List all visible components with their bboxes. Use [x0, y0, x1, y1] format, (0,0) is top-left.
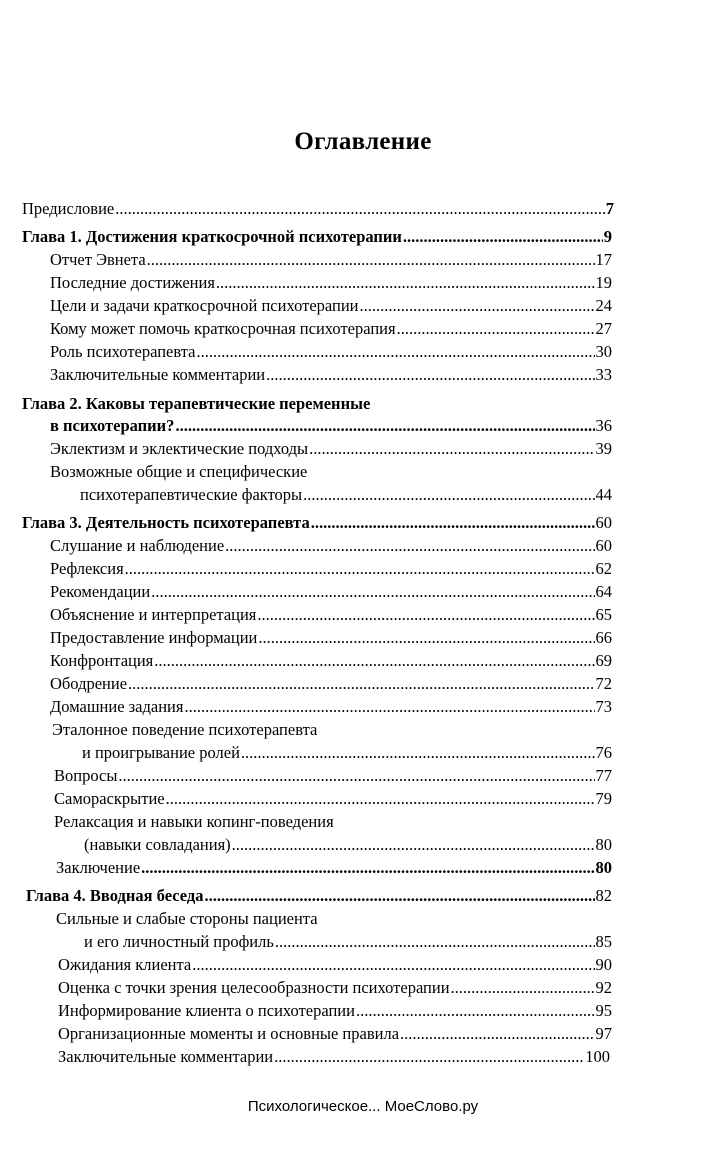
toc-entry-label: Домашние задания: [50, 697, 184, 716]
toc-entry-label: Объяснение и интерпретация: [50, 605, 257, 624]
toc-entry[interactable]: [50, 364, 612, 386]
toc-entry-label: Ободрение: [50, 674, 128, 693]
leader-dots: [257, 604, 594, 626]
toc-entry-label: Эклектизм и эклектические подходы: [50, 439, 309, 458]
toc-entry-page: 9: [603, 227, 612, 246]
toc-entry-page: 100: [585, 1047, 610, 1066]
toc-entry-label: Предоставление информации: [50, 628, 258, 647]
toc-entry[interactable]: [50, 249, 612, 271]
toc-entry[interactable]: [54, 765, 612, 787]
toc-entry[interactable]: [82, 742, 612, 764]
toc-entry[interactable]: [84, 931, 612, 953]
leader-dots: [360, 295, 595, 317]
leader-dots: [125, 558, 595, 580]
toc-entry-page: 7: [605, 199, 614, 218]
toc-entry[interactable]: [56, 857, 612, 879]
toc-entry-page: 64: [595, 582, 612, 601]
toc-entry-label: Самораскрытие: [54, 789, 165, 808]
toc-entry-page: 79: [595, 789, 612, 808]
toc-entry[interactable]: [54, 811, 612, 833]
toc-entry-label: Заключение: [56, 858, 141, 877]
leader-dots: [232, 834, 595, 856]
toc-entry-chapter-2-cont[interactable]: [50, 415, 612, 437]
toc-entry-page: 30: [595, 342, 612, 361]
toc-entry-label: Организационные моменты и основные правила: [58, 1024, 400, 1043]
toc-entry-label: Ожидания клиента: [58, 955, 192, 974]
leader-dots: [196, 341, 594, 363]
leader-dots: [403, 226, 603, 248]
toc-entry-preface[interactable]: [22, 198, 614, 220]
toc-entry[interactable]: [54, 788, 612, 810]
toc-entry-label: Конфронтация: [50, 651, 154, 670]
toc-entry-page: 44: [595, 485, 612, 504]
toc-entry-page: 80: [595, 858, 612, 877]
leader-dots: [275, 931, 595, 953]
toc-entry-page: 77: [595, 766, 612, 785]
toc-entry-label: Заключительные комментарии: [58, 1047, 274, 1066]
toc-entry-page: 73: [595, 697, 612, 716]
leader-dots: [241, 742, 595, 764]
toc-entry-label: Возможные общие и специфические: [50, 462, 308, 481]
toc-entry[interactable]: [50, 650, 612, 672]
toc-entry[interactable]: [50, 438, 612, 460]
toc-entry-page: 33: [595, 365, 612, 384]
leader-dots: [451, 977, 595, 999]
toc-entry[interactable]: [50, 673, 612, 695]
toc-entry[interactable]: [50, 295, 612, 317]
toc-entry-page: 17: [595, 250, 612, 269]
page-title: Оглавление: [294, 128, 432, 155]
leader-dots: [147, 249, 595, 271]
toc-entry[interactable]: [50, 318, 612, 340]
toc-entry-page: 60: [595, 536, 612, 555]
toc-entry-label: Слушание и наблюдение: [50, 536, 225, 555]
toc-entry-page: 65: [595, 605, 612, 624]
toc-entry[interactable]: [58, 954, 612, 976]
toc-entry[interactable]: [50, 461, 612, 483]
toc-entry-page: 85: [595, 932, 612, 951]
toc-entry[interactable]: [56, 908, 612, 930]
leader-dots: [225, 535, 594, 557]
toc-entry-page: 19: [595, 273, 612, 292]
leader-dots: [151, 581, 594, 603]
toc-entry[interactable]: [50, 272, 612, 294]
leader-dots: [128, 673, 594, 695]
toc-entry-page: 97: [595, 1024, 612, 1043]
leader-dots: [303, 484, 594, 506]
toc-entry-page: 76: [595, 743, 612, 762]
toc-entry-page: 92: [595, 978, 612, 997]
toc-entry-label: Глава 1. Достижения краткосрочной психотерапии: [22, 227, 402, 246]
page-footer: Психологическое... МоеСлово.ру: [247, 1098, 479, 1115]
leader-dots: [400, 1023, 594, 1045]
leader-dots: [258, 627, 594, 649]
toc-entry-page: 69: [595, 651, 612, 670]
toc-entry-label: Эталонное поведение психотерапевта: [52, 720, 318, 739]
leader-dots: [184, 696, 594, 718]
toc-entry[interactable]: [80, 484, 612, 506]
leader-dots: [356, 1000, 595, 1022]
toc-entry[interactable]: [58, 1000, 612, 1022]
toc-entry-page: 27: [595, 319, 612, 338]
toc-entry-label: (навыки совладания): [84, 835, 231, 854]
toc-entry[interactable]: [52, 719, 612, 741]
toc-entry-label: и его личностный профиль: [84, 932, 274, 951]
toc-entry-chapter-1[interactable]: [22, 226, 612, 248]
toc-entry[interactable]: [50, 558, 612, 580]
toc-entry-page: 39: [595, 439, 612, 458]
leader-dots: [154, 650, 594, 672]
toc-entry-label: Релаксация и навыки копинг-поведения: [54, 812, 334, 831]
toc-entry-page: 95: [595, 1001, 612, 1020]
toc-entry-chapter-2[interactable]: [22, 393, 612, 415]
toc-entry-page: 82: [595, 886, 612, 905]
toc-entry[interactable]: [58, 1046, 610, 1068]
leader-dots: [204, 885, 594, 907]
toc-entry-label: Вопросы: [54, 766, 118, 785]
leader-dots: [115, 198, 605, 220]
toc-entry[interactable]: [50, 581, 612, 603]
toc-entry-label: Сильные и слабые стороны пациента: [56, 909, 318, 928]
toc-entry-label: Заключительные комментарии: [50, 365, 266, 384]
leader-dots: [192, 954, 594, 976]
toc-entry-label: Кому может помочь краткосрочная психотерапия: [50, 319, 396, 338]
toc-entry-chapter-4[interactable]: [26, 885, 612, 907]
leader-dots: [175, 415, 594, 437]
toc-entry-label: Рефлексия: [50, 559, 124, 578]
toc-entry-label: и проигрывание ролей: [82, 743, 240, 762]
toc-entry-label: Рекомендации: [50, 582, 151, 601]
toc-entry[interactable]: [50, 604, 612, 626]
toc-entry-page: 62: [595, 559, 612, 578]
toc-entry-label: Информирование клиента о психотерапии: [58, 1001, 355, 1020]
toc-entry-label: Роль психотерапевта: [50, 342, 196, 361]
toc-entry-page: 72: [595, 674, 612, 693]
leader-dots: [141, 857, 594, 879]
toc-entry-chapter-3[interactable]: [22, 512, 612, 534]
toc-entry-label: в психотерапии?: [50, 416, 175, 435]
toc-entry-page: 60: [595, 513, 612, 532]
toc-entry-label: психотерапевтические факторы: [80, 485, 303, 504]
leader-dots: [309, 438, 594, 460]
toc-entry[interactable]: [50, 627, 612, 649]
toc-entry-label: Предисловие: [22, 199, 115, 218]
toc-entry-label: Глава 2. Каковы терапевтические переменные: [22, 394, 371, 413]
toc-entry[interactable]: [58, 1023, 612, 1045]
leader-dots: [266, 364, 594, 386]
toc-entry-label: Глава 4. Вводная беседа: [26, 886, 204, 905]
leader-dots: [274, 1046, 584, 1068]
leader-dots: [118, 765, 594, 787]
toc-entry-label: Отчет Эвнета: [50, 250, 146, 269]
toc-entry-label: Последние достижения: [50, 273, 215, 292]
toc-entry[interactable]: [84, 834, 612, 856]
toc-entry-page: 80: [595, 835, 612, 854]
leader-dots: [216, 272, 595, 294]
toc-entry[interactable]: [58, 977, 612, 999]
toc-entry-page: 66: [595, 628, 612, 647]
toc-entry[interactable]: [50, 696, 612, 718]
toc-entry-label: Цели и задачи краткосрочной психотерапии: [50, 296, 359, 315]
leader-dots: [166, 788, 595, 810]
toc-entry[interactable]: [50, 535, 612, 557]
leader-dots: [397, 318, 595, 340]
leader-dots: [311, 512, 595, 534]
toc-entry-page: 36: [595, 416, 612, 435]
toc-entry-label: Оценка с точки зрения целесообразности психотерапии: [58, 978, 450, 997]
toc-entry[interactable]: [50, 341, 612, 363]
toc-entry-page: 24: [595, 296, 612, 315]
toc-entry-page: 90: [595, 955, 612, 974]
toc-entry-label: Глава 3. Деятельность психотерапевта: [22, 513, 310, 532]
